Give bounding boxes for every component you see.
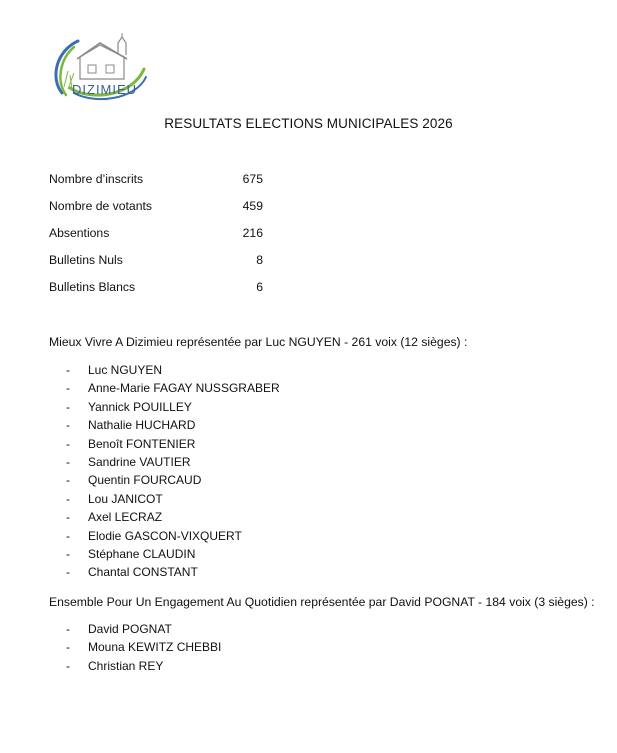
stat-row <box>49 172 279 199</box>
dash: - <box>66 528 70 543</box>
dash: - <box>66 640 70 655</box>
candidate-name: Anne-Marie FAGAY NUSSGRABER <box>88 381 280 396</box>
dash: - <box>66 491 70 506</box>
stat-label: Bulletins Nuls <box>49 253 123 267</box>
stat-value: 8 <box>256 253 263 267</box>
dash: - <box>66 658 70 673</box>
stat-row <box>49 199 279 226</box>
candidate-name: Benoît FONTENIER <box>88 436 196 451</box>
dash: - <box>66 454 70 469</box>
stat-row <box>49 280 279 307</box>
candidate-name: Mouna KEWITZ CHEBBI <box>88 640 222 655</box>
candidate-name: Nathalie HUCHARD <box>88 418 196 433</box>
stat-value: 675 <box>242 172 263 186</box>
candidate-name: Stéphane CLAUDIN <box>88 546 196 561</box>
stat-label: Bulletins Blancs <box>49 280 136 294</box>
stat-label: Nombre de votants <box>49 199 152 213</box>
stat-value: 459 <box>242 199 263 213</box>
candidate-name: Chantal CONSTANT <box>88 565 198 580</box>
candidate-name: Yannick POUILLEY <box>88 399 192 414</box>
dash: - <box>66 510 70 525</box>
candidate-name: David POGNAT <box>88 622 172 636</box>
dash: - <box>66 622 70 636</box>
dash: - <box>66 381 70 396</box>
dash: - <box>66 546 70 561</box>
candidate-name: Elodie GASCON-VIXQUERT <box>88 528 242 543</box>
logo <box>44 33 152 103</box>
candidate-name: Christian REY <box>88 658 164 673</box>
dash: - <box>66 399 70 414</box>
list-heading: Mieux Vivre A Dizimieu représentée par Luc NGUYEN - 261 voix (12 sièges) : <box>49 335 468 349</box>
dash: - <box>66 436 70 451</box>
stat-value: 216 <box>242 226 263 240</box>
page-title: RESULTATS ELECTIONS MUNICIPALES 2026 <box>164 116 453 131</box>
dash: - <box>66 363 70 377</box>
stat-row <box>49 253 279 280</box>
list-heading: Ensemble Pour Un Engagement Au Quotidien représentée par David POGNAT - 184 voix (3 sièges) : <box>49 595 595 609</box>
dash: - <box>66 565 70 580</box>
logo-text: DIZIMIEU <box>72 82 138 97</box>
dash: - <box>66 473 70 488</box>
candidate-name: Quentin FOURCAUD <box>88 473 202 488</box>
stats-table <box>49 172 279 307</box>
stat-value: 6 <box>256 280 263 294</box>
candidate-name: Lou JANICOT <box>88 491 163 506</box>
candidate-name: Luc NGUYEN <box>88 363 163 377</box>
stat-label: Absentions <box>49 226 110 240</box>
stat-row <box>49 226 279 253</box>
dash: - <box>66 418 70 433</box>
stat-label: Nombre d’inscrits <box>49 172 144 186</box>
candidate-name: Axel LECRAZ <box>88 510 163 525</box>
candidate-name: Sandrine VAUTIER <box>88 454 191 469</box>
